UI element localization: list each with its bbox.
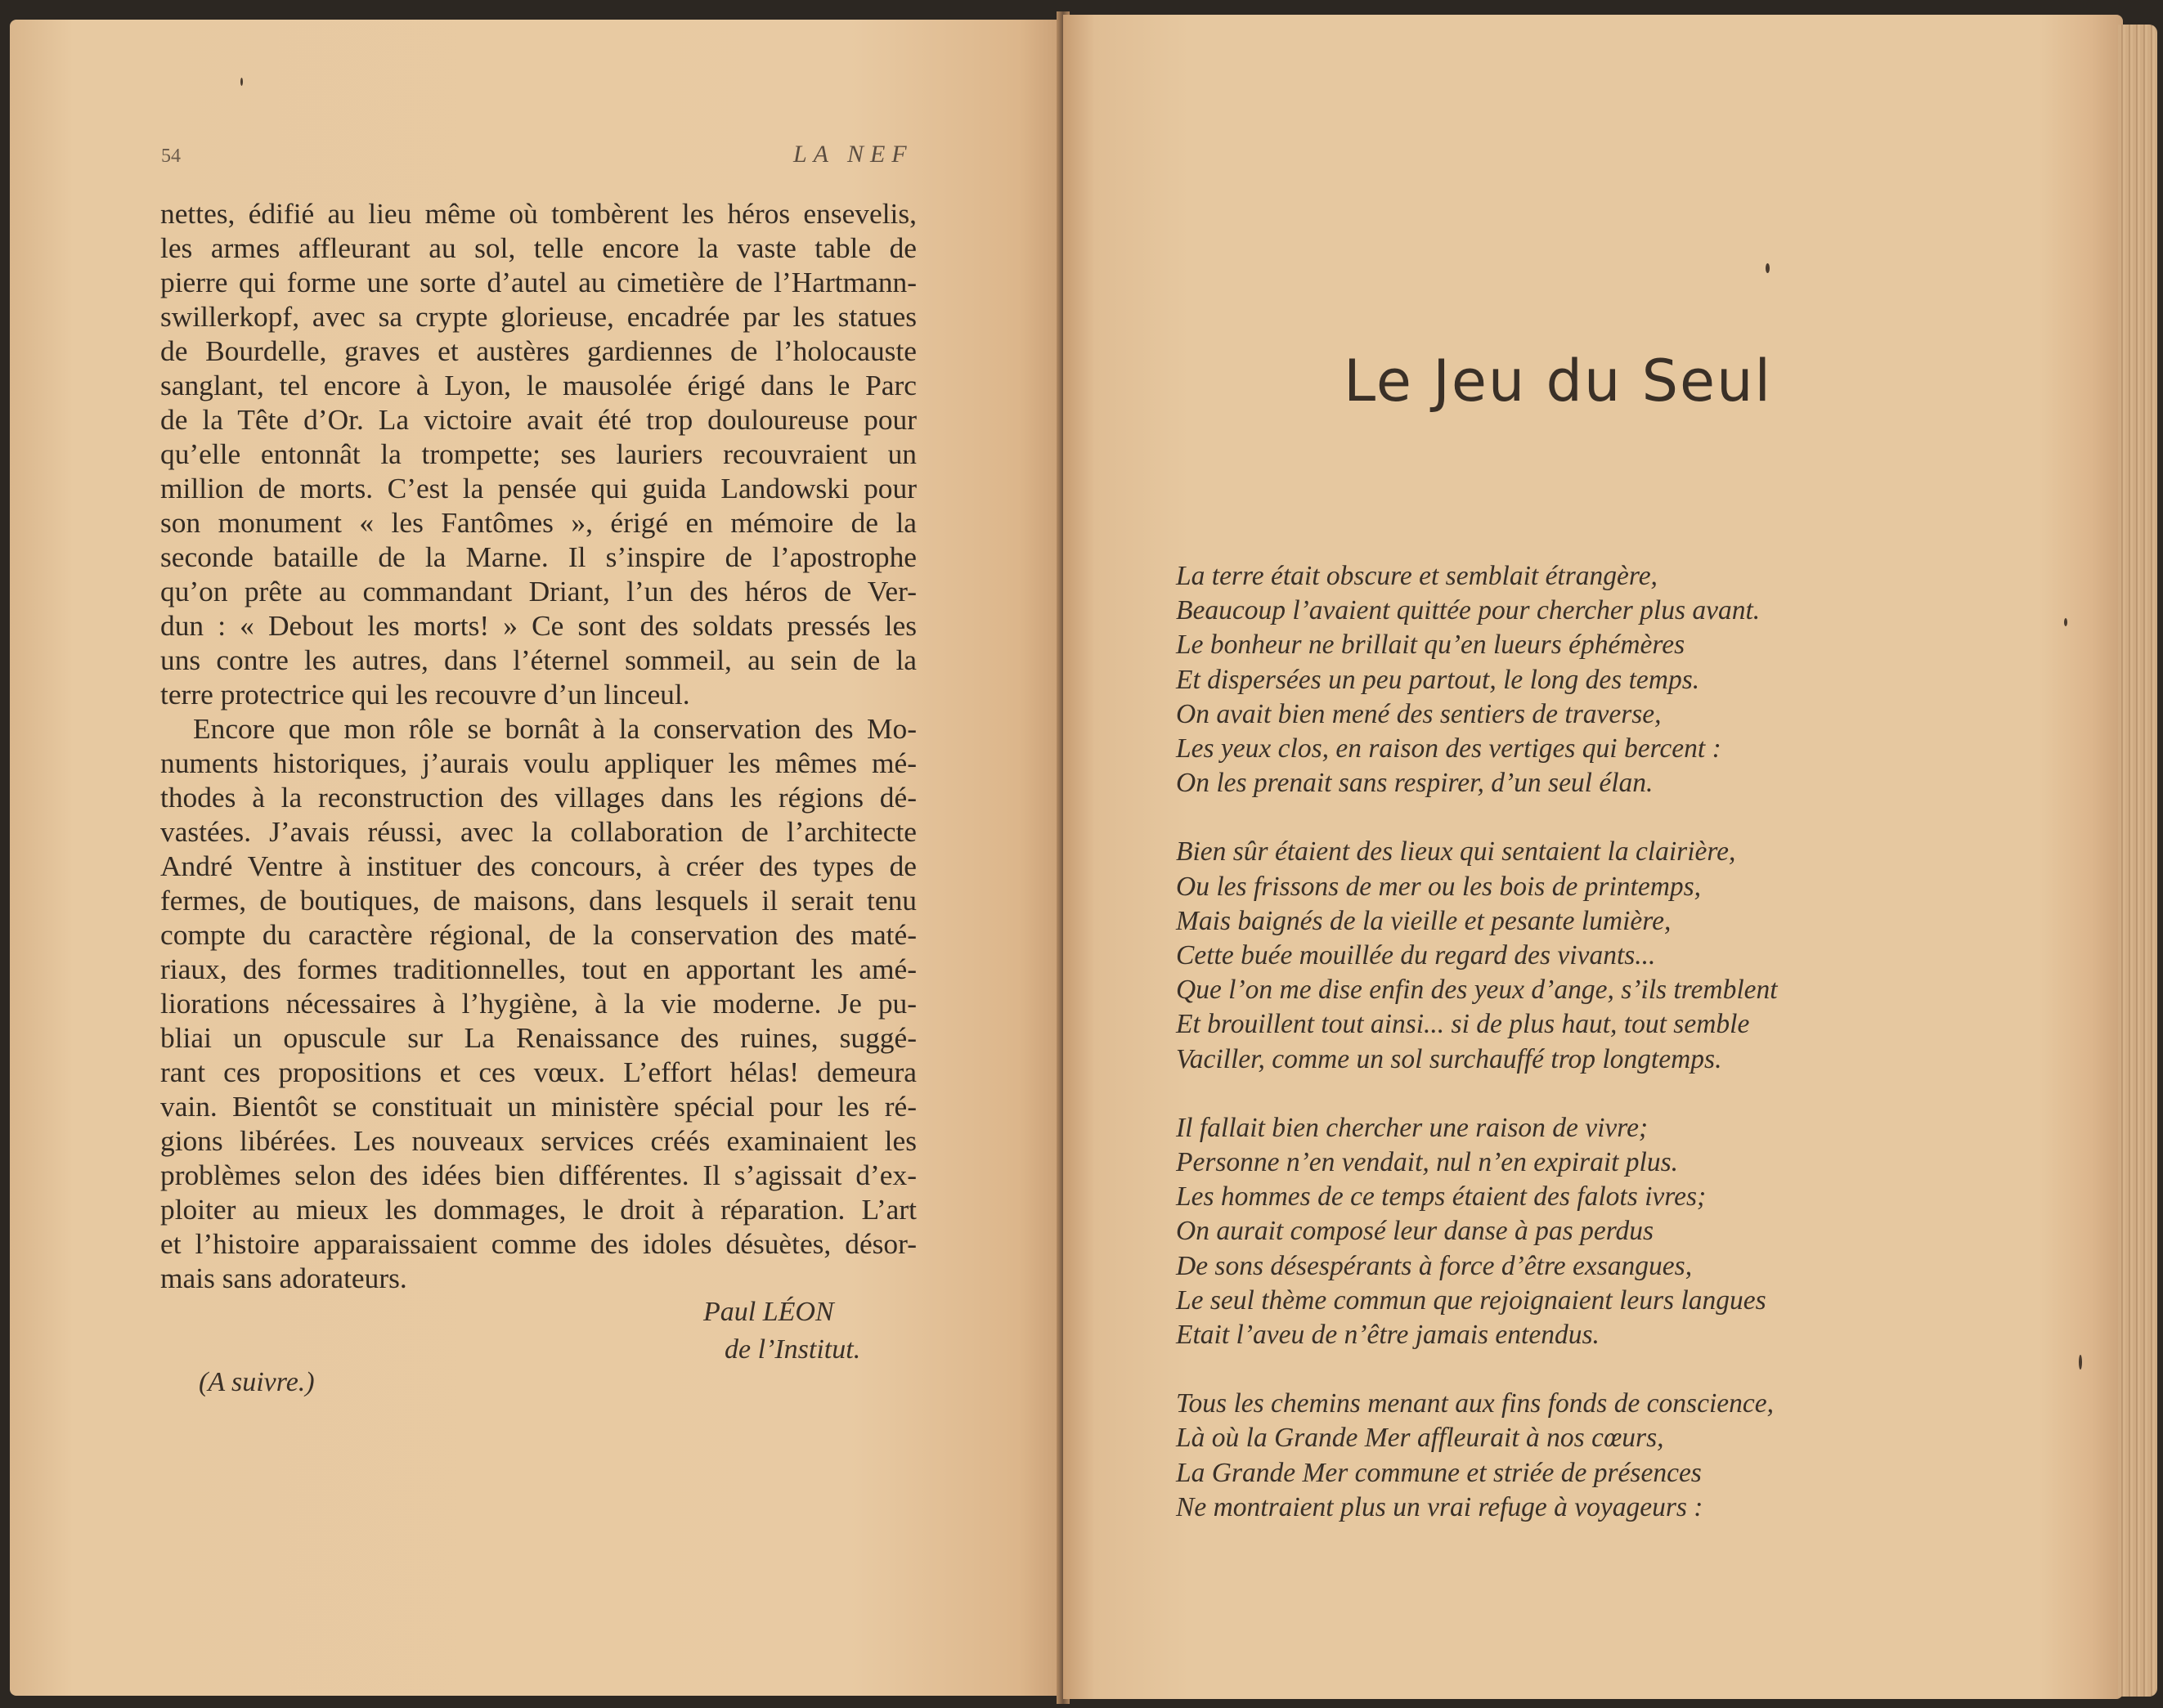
poem-verse: Ou les frissons de mer ou les bois de printemps, <box>1176 871 1702 902</box>
poem-stanza <box>1176 559 1994 800</box>
text-line: sanglant, tel encore à Lyon, le mausolée érigé dans le Parc <box>160 369 917 401</box>
text-line: seconde bataille de la Marne. Il s’inspire de l’apostrophe <box>160 540 917 573</box>
text-line: vastées. J’avais réussi, avec la collaboration de l’architecte <box>160 815 917 848</box>
poem-stanza <box>1176 835 1994 1076</box>
text-line: swillerkopf, avec sa crypte glorieuse, encadrée par les statues <box>160 300 917 333</box>
text-line: les armes affleurant au sol, telle encore la vaste table de <box>160 231 917 264</box>
poem-verse: Les hommes de ce temps étaient des falots ivres; <box>1176 1181 1707 1213</box>
text-line: bliai un opuscule sur La Renaissance des ruines, suggé- <box>160 1021 917 1054</box>
text-line: André Ventre à instituer des concours, à créer des types de <box>160 850 917 882</box>
poem-verse: Et dispersées un peu partout, le long des temps. <box>1176 664 1700 695</box>
poem-body <box>1176 559 1994 1559</box>
text-line: riaux, des formes traditionnelles, tout en apportant les amé- <box>160 953 917 985</box>
text-line: qu’elle entonnât la trompette; ses lauriers recouvraient un <box>160 437 917 470</box>
text-line: thodes à la reconstruction des villages dans les régions dé- <box>160 781 917 814</box>
signature-name: Paul LÉON <box>703 1297 834 1327</box>
poem-verse: On aurait composé leur danse à pas perdus <box>1176 1216 1654 1247</box>
left-text-column <box>160 196 917 1295</box>
text-line: compte du caractère régional, de la conservation des maté- <box>160 918 917 951</box>
text-line: uns contre les autres, dans l’éternel sommeil, au sein de la <box>160 643 917 676</box>
poem-verse: On les prenait sans respirer, d’un seul élan. <box>1176 768 1654 799</box>
paragraph <box>160 196 917 711</box>
poem-verse: Vaciller, comme un sol surchauffé trop longtemps. <box>1176 1043 1722 1074</box>
poem-verse: Et brouillent tout ainsi... si de plus haut, tout semble <box>1176 1009 1750 1040</box>
text-line: ploiter au mieux les dommages, le droit à réparation. L’art <box>160 1193 917 1226</box>
text-line: qu’on prête au commandant Driant, l’un des héros de Ver- <box>160 575 917 607</box>
text-line: et l’histoire apparaissaient comme des idoles désuètes, désor- <box>160 1227 917 1260</box>
poem-verse: Les yeux clos, en raison des vertiges qui bercent : <box>1176 733 1721 764</box>
author-signature <box>703 1293 860 1369</box>
text-line: liorations nécessaires à l’hygiène, à la vie moderne. Je pu- <box>160 987 917 1020</box>
paper-speck <box>2064 618 2067 626</box>
poem-verse: Beaucoup l’avaient quittée pour chercher plus avant. <box>1176 595 1761 626</box>
poem-stanza <box>1176 1111 1994 1352</box>
text-line: vain. Bientôt se constituait un ministère spécial pour les ré- <box>160 1090 917 1123</box>
text-line: de la Tête d’Or. La victoire avait été trop douloureuse pour <box>160 403 917 436</box>
poem-title: Le Jeu du Seul <box>1344 347 1772 415</box>
text-line: pierre qui forme une sorte d’autel au cimetière de l’Hartmann- <box>160 266 917 298</box>
poem-verse: Le seul thème commun que rejoignaient leurs langues <box>1176 1284 1766 1316</box>
poem-verse: Etait l’aveu de n’être jamais entendus. <box>1176 1320 1600 1351</box>
poem-verse: Ne montraient plus un vrai refuge à voyageurs : <box>1176 1491 1703 1522</box>
paragraph <box>160 711 917 1295</box>
text-line: son monument « les Fantômes », érigé en mémoire de la <box>160 506 917 539</box>
page-edges <box>2118 25 2157 1697</box>
poem-verse: Mais baignés de la vieille et pesante lumière, <box>1176 905 1672 936</box>
poem-verse: Là où la Grande Mer affleurait à nos cœurs, <box>1176 1423 1664 1454</box>
poem-verse: La terre était obscure et semblait étrangère, <box>1176 561 1658 591</box>
text-line: fermes, de boutiques, de maisons, dans lesquels il serait tenu <box>160 884 917 917</box>
continued-note: (A suivre.) <box>199 1367 315 1397</box>
poem-verse: Le bonheur ne brillait qu’en lueurs éphémères <box>1176 630 1685 661</box>
poem-stanza <box>1176 1387 1994 1525</box>
text-line: terre protectrice qui les recouvre d’un linceul. <box>160 678 690 711</box>
paper-speck <box>2079 1355 2082 1370</box>
poem-verse: La Grande Mer commune et striée de présences <box>1176 1457 1702 1488</box>
text-line: dun : « Debout les morts! » Ce sont des soldats pressés les <box>160 609 917 642</box>
poem-verse: Bien sûr étaient des lieux qui sentaient la clairière, <box>1176 836 1736 867</box>
poem-verse: De sons désespérants à force d’être exsangues, <box>1176 1250 1693 1281</box>
text-line: problèmes selon des idées bien différentes. Il s’agissait d’ex- <box>160 1159 917 1191</box>
text-line: million de morts. C’est la pensée qui guida Landowski pour <box>160 472 917 504</box>
text-line: de Bourdelle, graves et austères gardiennes de l’holocauste <box>160 334 917 367</box>
poem-verse: Cette buée mouillée du regard des vivants... <box>1176 940 1656 971</box>
text-line: numents historiques, j’aurais voulu appliquer les mêmes mé- <box>160 746 917 779</box>
running-title: LA NEF <box>793 141 913 168</box>
poem-verse: Que l’on me dise enfin des yeux d’ange, s’ils tremblent <box>1176 975 1778 1006</box>
poem-verse: On avait bien mené des sentiers de traverse, <box>1176 698 1662 729</box>
text-line: gions libérées. Les nouveaux services créés examinaient les <box>160 1124 917 1157</box>
text-line: rant ces propositions et ces vœux. L’effort hélas! demeura <box>160 1056 917 1088</box>
page-number: 54 <box>161 146 181 167</box>
paper-speck <box>1766 263 1770 273</box>
poem-verse: Personne n’en vendait, nul n’en expirait plus. <box>1176 1147 1679 1178</box>
text-line: mais sans adorateurs. <box>160 1262 407 1294</box>
text-line: nettes, édifié au lieu même où tombèrent les héros ensevelis, <box>160 197 917 230</box>
signature-institution: de l’Institut. <box>725 1334 861 1365</box>
poem-verse: Il fallait bien chercher une raison de vivre; <box>1176 1112 1649 1143</box>
text-line: Encore que mon rôle se bornât à la conservation des Mo- <box>193 712 917 745</box>
paper-speck <box>240 78 243 86</box>
poem-verse: Tous les chemins menant aux fins fonds de conscience, <box>1176 1388 1774 1419</box>
